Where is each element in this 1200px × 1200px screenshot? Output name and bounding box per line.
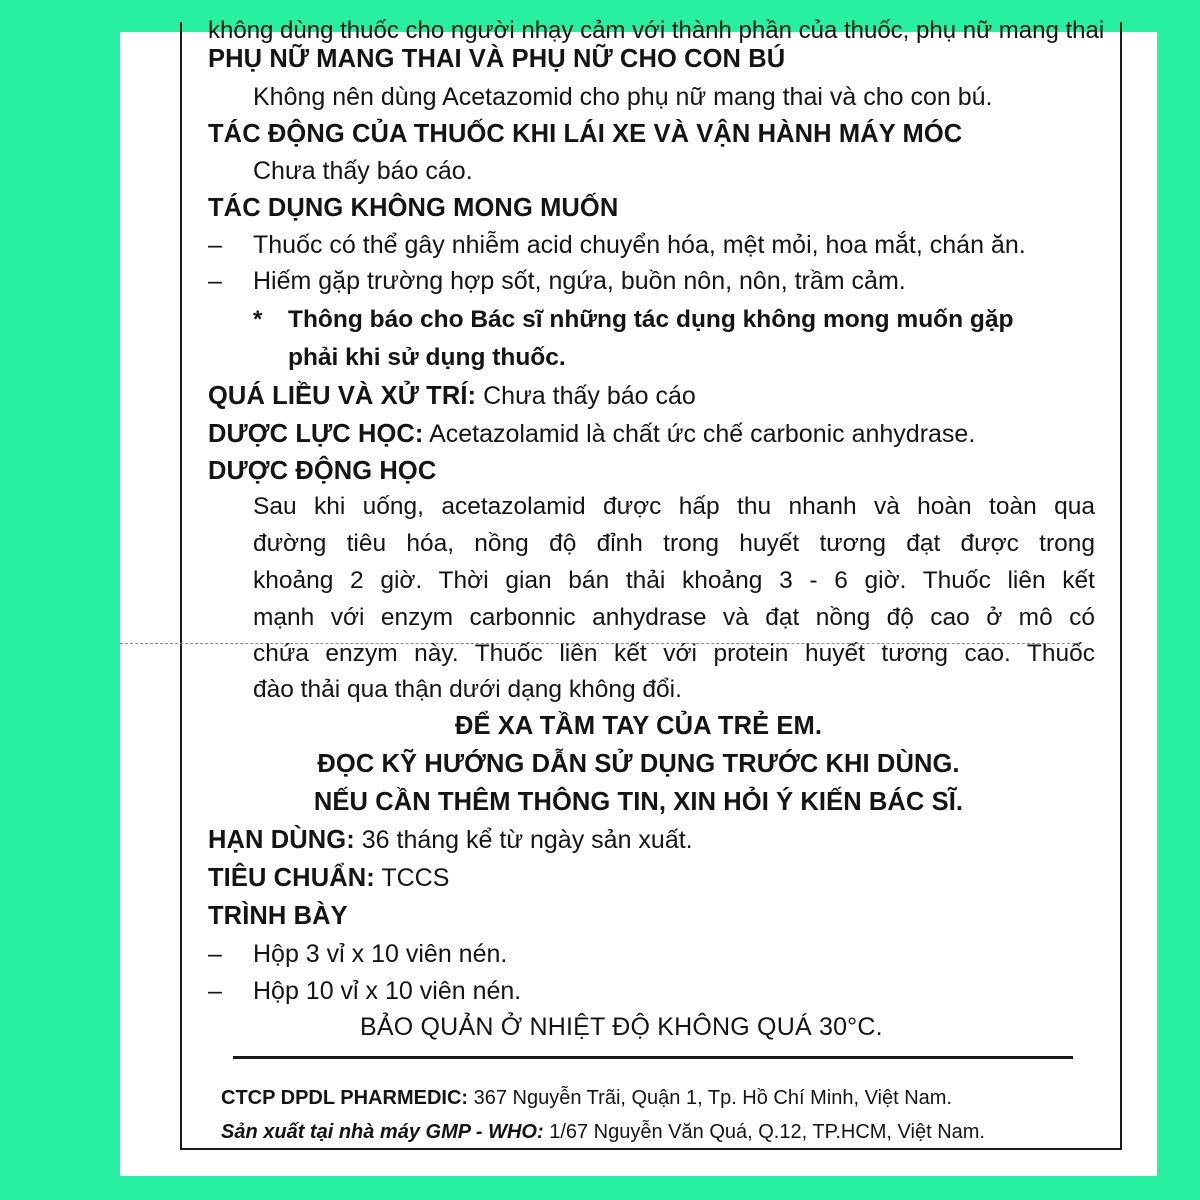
standard-label: TIÊU CHUẨN: xyxy=(208,864,375,892)
side-effect-notice: phải khi sử dụng thuốc. xyxy=(288,344,566,371)
side-effect-item: Thuốc có thể gây nhiễm acid chuyển hóa, mệt mỏi, hoa mắt, chán ăn. xyxy=(253,231,1026,259)
company-line xyxy=(221,1085,952,1111)
heading-driving: TÁC ĐỘNG CỦA THUỐC KHI LÁI XE VÀ VẬN HÀNH MÁY MÓC xyxy=(208,120,963,148)
presentation-item: Hộp 10 vỉ x 10 viên nén. xyxy=(253,977,522,1005)
list-dash: – xyxy=(208,267,222,295)
pharmacokinetics-line: đào thải qua thận dưới dạng không đổi. xyxy=(253,676,682,703)
standard-text: TCCS xyxy=(381,864,450,892)
presentation-item: Hộp 3 vỉ x 10 viên nén. xyxy=(253,940,508,968)
factory-address: 1/67 Nguyễn Văn Quá, Q.12, TP.HCM, Việt Nam. xyxy=(549,1121,985,1143)
company-address: 367 Nguyễn Trãi, Quận 1, Tp. Hồ Chí Minh, Việt Nam. xyxy=(473,1087,953,1109)
warning-children: ĐỂ XA TẦM TAY CỦA TRẺ EM. xyxy=(454,712,823,740)
cut-off-line: không dùng thuốc cho người nhạy cảm với thành phần của thuốc, phụ nữ mang thai xyxy=(208,17,1105,44)
list-dash: – xyxy=(208,940,222,968)
expiry-label: HẠN DÙNG: xyxy=(208,826,355,854)
overdose-line xyxy=(208,381,696,411)
heading-pharmacokinetics: DƯỢC ĐỘNG HỌC xyxy=(208,457,437,485)
pharmacokinetics-line: chứa enzym này. Thuốc liên kết với protein huyết tương cao. Thuốc xyxy=(253,640,1095,667)
expiry-line xyxy=(208,825,693,855)
warning-ask-doctor: NẾU CẦN THÊM THÔNG TIN, XIN HỎI Ý KIẾN BÁC SĨ. xyxy=(313,788,964,816)
storage-instruction: BẢO QUẢN Ở NHIỆT ĐỘ KHÔNG QUÁ 30°C. xyxy=(360,1013,883,1041)
list-dash: – xyxy=(208,231,222,259)
side-effect-item: Hiếm gặp trường hợp sốt, ngứa, buồn nôn, nôn, trầm cảm. xyxy=(253,267,906,295)
heading-pregnancy: PHỤ NỮ MANG THAI VÀ PHỤ NỮ CHO CON BÚ xyxy=(208,45,786,73)
heading-presentation: TRÌNH BÀY xyxy=(208,902,348,930)
heading-side-effects: TÁC DỤNG KHÔNG MONG MUỐN xyxy=(208,194,619,222)
footer-divider xyxy=(233,1056,1073,1059)
pharmacokinetics-line: mạnh với enzym carbonnic anhydrase và đạt nồng độ cao ở mô có xyxy=(253,604,1095,631)
leaflet-page xyxy=(120,17,1157,1176)
pharmacokinetics-line: khoảng 2 giờ. Thời gian bán thải khoảng 3 - 6 giờ. Thuốc liên kết xyxy=(253,567,1095,594)
overdose-text: Chưa thấy báo cáo xyxy=(483,382,696,410)
pharmacodynamics-text: Acetazolamid là chất ức chế carbonic anhydrase. xyxy=(429,420,976,448)
company-label: CTCP DPDL PHARMEDIC: xyxy=(221,1087,469,1109)
pharmacokinetics-line: Sau khi uống, acetazolamid được hấp thu nhanh và hoàn toàn qua xyxy=(253,493,1095,520)
side-effect-notice: Thông báo cho Bác sĩ những tác dụng không mong muốn gặp xyxy=(288,306,1014,333)
notice-asterisk: * xyxy=(253,306,263,333)
factory-line xyxy=(221,1119,985,1145)
standard-line xyxy=(208,863,449,893)
pregnancy-text: Không nên dùng Acetazomid cho phụ nữ mang thai và cho con bú. xyxy=(253,83,993,111)
warning-read-instructions: ĐỌC KỸ HƯỚNG DẪN SỬ DỤNG TRƯỚC KHI DÙNG. xyxy=(317,750,960,778)
list-dash: – xyxy=(208,977,222,1005)
expiry-text: 36 tháng kể từ ngày sản xuất. xyxy=(361,826,693,854)
factory-label: Sản xuất tại nhà máy GMP - WHO: xyxy=(221,1121,544,1143)
pharmacodynamics-label: DƯỢC LỰC HỌC: xyxy=(208,420,424,448)
pharmacokinetics-line: đường tiêu hóa, nồng độ đỉnh trong huyết tương đạt được trong xyxy=(253,530,1095,557)
overdose-label: QUÁ LIỀU VÀ XỬ TRÍ: xyxy=(208,382,477,410)
driving-text: Chưa thấy báo cáo. xyxy=(253,157,473,185)
pharmacodynamics-line xyxy=(208,419,975,449)
